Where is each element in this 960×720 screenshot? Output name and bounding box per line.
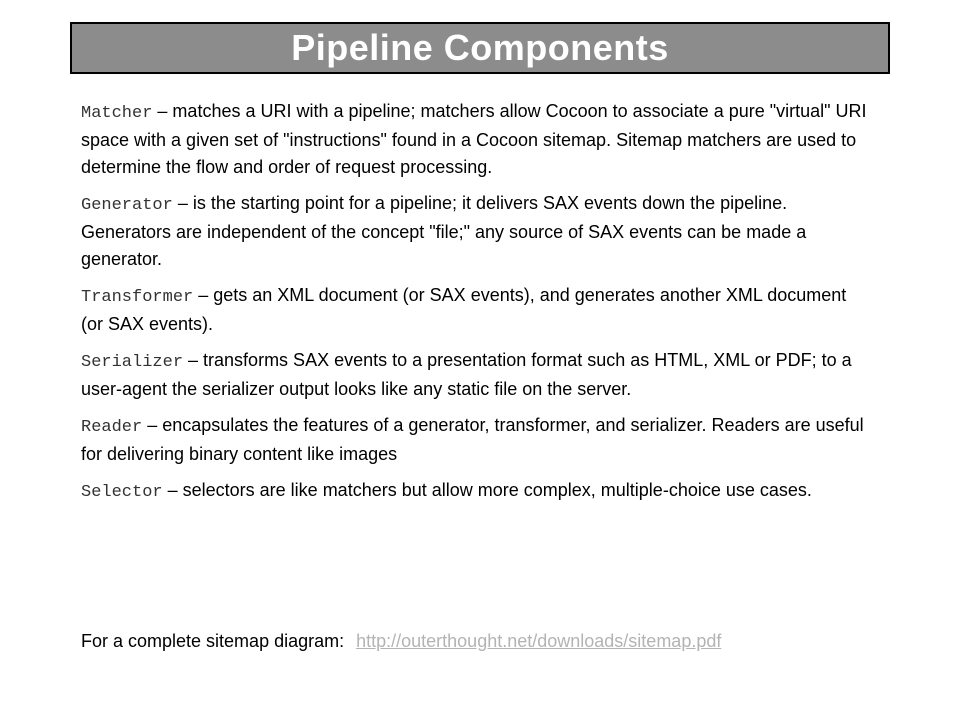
term-transformer: Transformer (81, 288, 194, 307)
term-reader: Reader (81, 418, 143, 437)
entry-matcher (81, 98, 871, 181)
entry-transformer (81, 282, 871, 338)
title-banner (70, 22, 890, 74)
page-title: Pipeline Components (291, 27, 669, 68)
entry-serializer (81, 347, 871, 403)
term-matcher: Matcher (81, 104, 153, 123)
definition-selector: – selectors are like matchers but allow more complex, multiple-choice use cases. (162, 480, 812, 500)
definition-matcher: – matches a URI with a pipeline; matchers allow Cocoon to associate a pure "virtual" URI space with a given set of "instructions" found in a Cocoon sitemap. Sitemap matchers are used to determine the flow and order of request processing. (81, 101, 867, 177)
footer-label: For a complete sitemap diagram: (81, 631, 345, 651)
definition-generator: – is the starting point for a pipeline; it delivers SAX events down the pipeline. Generators are independent of the concept "file;" any source of SAX events can be made a generator. (81, 193, 807, 269)
component-list (81, 98, 871, 515)
definition-reader: – encapsulates the features of a generator, transformer, and serializer. Readers are useful for delivering binary content like images (81, 415, 864, 464)
sitemap-pdf-link[interactable]: http://outerthought.net/downloads/sitemap.pdf (356, 631, 722, 651)
definition-transformer: – gets an XML document (or SAX events), and generates another XML document (or SAX events). (81, 285, 847, 334)
term-selector: Selector (81, 483, 163, 502)
entry-generator (81, 190, 871, 273)
definition-serializer: – transforms SAX events to a presentation format such as HTML, XML or PDF; to a user-agent the serializer output looks like any static file on the server. (81, 350, 852, 399)
footer-note (81, 628, 721, 655)
entry-reader (81, 412, 871, 468)
term-generator: Generator (81, 196, 173, 215)
entry-selector (81, 477, 871, 506)
term-serializer: Serializer (81, 353, 184, 372)
